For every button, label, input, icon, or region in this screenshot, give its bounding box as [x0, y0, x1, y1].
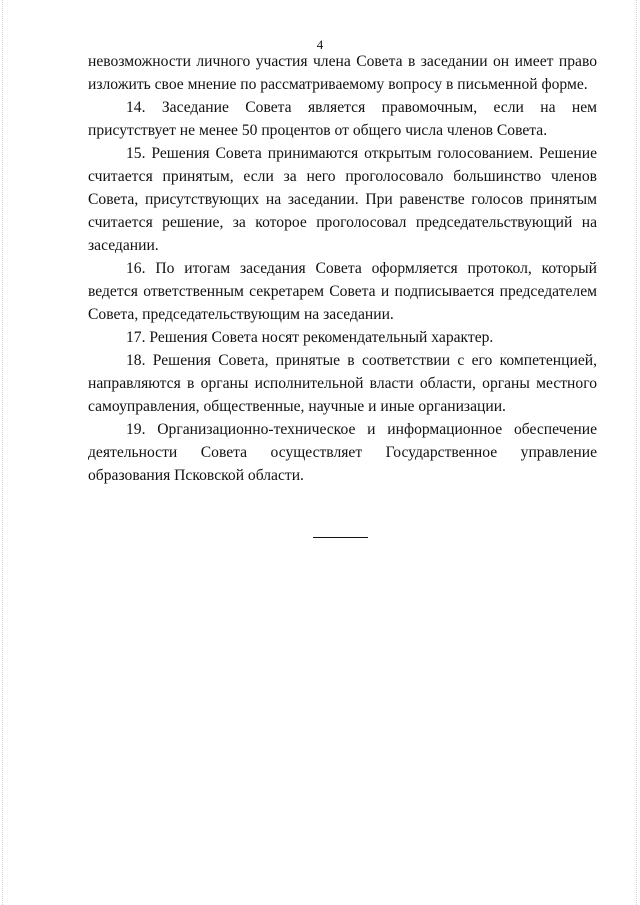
paragraph-17: 17. Решения Совета носят рекомендательный характер.: [126, 329, 494, 346]
paragraph-continuation: невозможности личного участия члена Совета в заседании он имеет право изложить свое мнение по рассматриваемому вопросу в письменной форме.: [88, 53, 597, 93]
right-margin-edge: [636, 0, 638, 905]
paragraph-15: 15. Решения Совета принимаются открытым голосованием. Решение считается принятым, если за него проголосовало большинство членов Совета, присутствующих на заседании. При равенстве голосов принятым считается решение, за которое проголосовал председательствующий на заседании.: [88, 145, 597, 254]
paragraph-14: 14. Заседание Совета является правомочным, если на нем присутствует не менее 50 процентов от общего числа членов Совета.: [88, 99, 597, 139]
left-margin-edge: [2, 0, 4, 905]
closing-rule: [313, 537, 368, 538]
paragraph-18: 18. Решения Совета, принятые в соответствии с его компетенцией, направляются в органы исполнительной власти области, органы местного самоуправления, общественные, научные и иные организации.: [88, 352, 597, 415]
page-number: 4: [316, 37, 324, 52]
document-body: [88, 50, 597, 487]
paragraph-16: 16. По итогам заседания Совета оформляется протокол, который ведется ответственным секретарем Совета и подписывается председателем Совета, председательствующим на заседании.: [88, 260, 597, 323]
paragraph-19: 19. Организационно-техническое и информационное обеспечение деятельности Совета осуществляет Государственное управление образования Псковской области.: [88, 421, 597, 484]
